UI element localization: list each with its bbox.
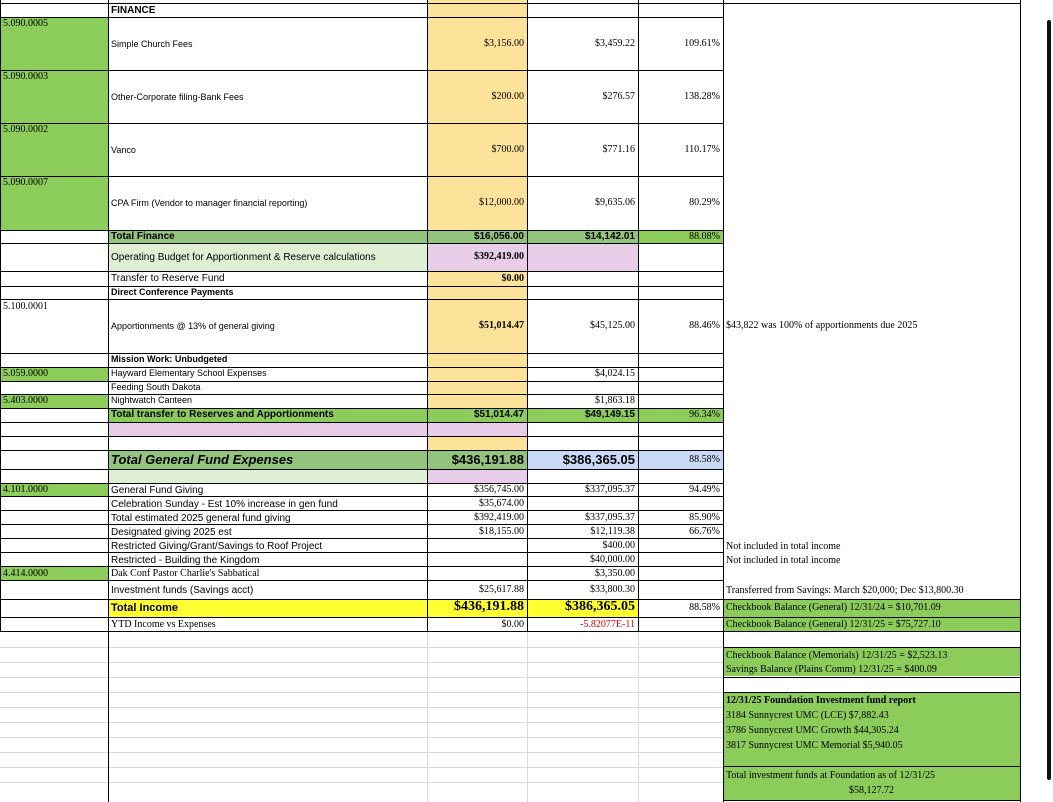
memorials-balance-note[interactable]: Checkbook Balance (Memorials) 12/31/25 = $2,523.13: [726, 650, 948, 661]
budget-cell[interactable]: $18,155.00: [479, 526, 524, 537]
line-item-label[interactable]: Apportionments @ 13% of general giving: [111, 321, 275, 331]
budget-cell[interactable]: $436,191.88: [454, 599, 524, 614]
percent-cell[interactable]: 94.49%: [689, 484, 720, 495]
account-code[interactable]: 5.090.0002: [3, 124, 48, 135]
line-item-label[interactable]: Feeding South Dakota: [111, 382, 201, 392]
percent-cell[interactable]: 88.46%: [689, 320, 720, 331]
percent-cell[interactable]: 88.58%: [689, 602, 720, 613]
note-cell[interactable]: Transferred from Savings: March $20,000; Dec $13,800.30: [726, 585, 964, 596]
actual-cell[interactable]: $337,095.37: [585, 484, 635, 495]
percent-cell[interactable]: 88.08%: [689, 231, 720, 242]
budget-cell[interactable]: $200.00: [491, 91, 524, 102]
savings-balance-note[interactable]: Savings Balance (Plains Comm) 12/31/25 = $400.09: [726, 664, 937, 675]
total-investment-value[interactable]: $58,127.72: [849, 785, 894, 796]
line-item-label[interactable]: Hayward Elementary School Expenses: [111, 368, 267, 378]
account-code[interactable]: 5.090.0007: [3, 177, 48, 188]
section-header-mission: Mission Work: Unbudgeted: [111, 354, 228, 364]
actual-cell[interactable]: $33,800.30: [590, 584, 635, 595]
actual-cell[interactable]: $40,000.00: [590, 554, 635, 565]
account-code[interactable]: 4.414.0000: [3, 568, 48, 579]
total-investment-label[interactable]: Total investment funds at Foundation as of 12/31/25: [726, 770, 935, 781]
foundation-fund-line[interactable]: 3184 Sunnycrest UMC (LCE) $7,882.43: [726, 710, 889, 721]
percent-cell[interactable]: 88.58%: [689, 454, 720, 465]
actual-cell[interactable]: $4,024.15: [595, 368, 635, 379]
line-item-label[interactable]: YTD Income vs Expenses: [111, 619, 216, 630]
section-header-finance: FINANCE: [111, 5, 156, 16]
total-income-label[interactable]: Total Income: [111, 602, 179, 614]
note-cell[interactable]: Not included in total income: [726, 555, 841, 566]
actual-cell[interactable]: $3,350.00: [595, 568, 635, 579]
budget-cell[interactable]: $51,014.47: [479, 320, 524, 331]
percent-cell[interactable]: 85.90%: [689, 512, 720, 523]
account-code[interactable]: 5.090.0005: [3, 18, 48, 29]
line-item-label[interactable]: Nightwatch Canteen: [111, 395, 193, 405]
budget-cell[interactable]: $436,191.88: [451, 452, 524, 467]
total-transfer-label[interactable]: Total transfer to Reserves and Apportionments: [111, 409, 334, 420]
percent-cell[interactable]: 109.61%: [684, 38, 720, 49]
line-item-label[interactable]: Designated giving 2025 est: [111, 527, 232, 538]
budget-cell[interactable]: $25,617.88: [479, 584, 524, 595]
budget-cell[interactable]: $51,014.47: [473, 409, 524, 420]
actual-cell[interactable]: $12,119.38: [590, 526, 635, 537]
line-item-label[interactable]: Dak Conf Pastor Charlie's Sabbatical: [111, 568, 260, 579]
note-cell[interactable]: Checkbook Balance (General) 12/31/25 = $75,727.10: [726, 619, 941, 630]
actual-cell[interactable]: $14,142.01: [584, 231, 635, 242]
account-code[interactable]: 4.101.0000: [3, 484, 48, 495]
budget-cell[interactable]: $0.00: [501, 619, 524, 630]
budget-cell[interactable]: $392,419.00: [474, 251, 524, 262]
actual-cell[interactable]: $276.57: [602, 91, 635, 102]
foundation-report-title[interactable]: 12/31/25 Foundation Investment fund report: [726, 695, 916, 706]
line-item-label[interactable]: Operating Budget for Apportionment & Reserve calculations: [111, 252, 376, 263]
actual-cell[interactable]: $45,125.00: [590, 320, 635, 331]
budget-cell[interactable]: $35,674.00: [479, 498, 524, 509]
account-code[interactable]: 5.403.0000: [3, 395, 48, 406]
line-item-label[interactable]: Restricted - Building the Kingdom: [111, 555, 260, 566]
percent-cell[interactable]: 96.34%: [689, 409, 720, 420]
actual-cell[interactable]: $771.16: [602, 144, 635, 155]
line-item-label[interactable]: General Fund Giving: [111, 485, 204, 496]
line-item-label[interactable]: Restricted Giving/Grant/Savings to Roof Project: [111, 541, 323, 552]
scrollbar-thumb[interactable]: [1047, 20, 1051, 780]
line-item-label[interactable]: Celebration Sunday - Est 10% increase in gen fund: [111, 499, 338, 510]
percent-cell[interactable]: 80.29%: [689, 197, 720, 208]
budget-cell[interactable]: $0.00: [501, 273, 524, 284]
section-header-direct-conference: Direct Conference Payments: [111, 287, 234, 297]
budget-cell[interactable]: $16,056.00: [473, 231, 524, 242]
actual-cell[interactable]: $3,459.22: [595, 38, 635, 49]
foundation-fund-line[interactable]: 3786 Sunnycrest UMC Growth $44,305.24: [726, 725, 899, 736]
line-item-label[interactable]: Vanco: [111, 145, 136, 155]
scrollbar-track[interactable]: [1045, 0, 1053, 802]
actual-cell[interactable]: $49,149.15: [584, 409, 635, 420]
percent-cell[interactable]: 110.17%: [684, 144, 720, 155]
actual-cell[interactable]: -5.82077E-11: [580, 619, 635, 630]
account-code[interactable]: 5.090.0003: [3, 71, 48, 82]
actual-cell[interactable]: $400.00: [602, 540, 635, 551]
note-cell[interactable]: Not included in total income: [726, 541, 841, 552]
actual-cell[interactable]: $9,635.06: [595, 197, 635, 208]
account-code[interactable]: 5.100.0001: [3, 301, 48, 312]
budget-cell[interactable]: $356,745.00: [474, 484, 524, 495]
line-item-label[interactable]: Investment funds (Savings acct): [111, 585, 254, 596]
total-finance-label[interactable]: Total Finance: [111, 231, 175, 242]
line-item-label[interactable]: Simple Church Fees: [111, 39, 193, 49]
actual-cell[interactable]: $1,863.18: [595, 395, 635, 406]
note-cell[interactable]: Checkbook Balance (General) 12/31/24 = $10,701.09: [726, 602, 941, 613]
budget-cell[interactable]: $700.00: [491, 144, 524, 155]
budget-cell[interactable]: $12,000.00: [479, 197, 524, 208]
budget-cell[interactable]: $3,156.00: [484, 38, 524, 49]
line-item-label[interactable]: Transfer to Reserve Fund: [111, 273, 225, 284]
line-item-label[interactable]: Other-Corporate filing-Bank Fees: [111, 92, 244, 102]
account-code[interactable]: 5.059.0000: [3, 368, 48, 379]
line-item-label[interactable]: Total estimated 2025 general fund giving: [111, 513, 291, 524]
actual-cell[interactable]: $386,365.05: [565, 599, 635, 614]
percent-cell[interactable]: 138.28%: [684, 91, 720, 102]
foundation-fund-line[interactable]: 3817 Sunnycrest UMC Memorial $5,940.05: [726, 740, 903, 751]
actual-cell[interactable]: $386,365.05: [562, 452, 635, 467]
line-item-label[interactable]: CPA Firm (Vendor to manager financial reporting): [111, 198, 308, 208]
percent-cell[interactable]: 66.76%: [689, 526, 720, 537]
note-cell[interactable]: $43,822 was 100% of apportionments due 2025: [726, 320, 918, 331]
total-general-fund-label[interactable]: Total General Fund Expenses: [111, 452, 294, 467]
budget-cell[interactable]: $392,419.00: [474, 512, 524, 523]
actual-cell[interactable]: $337,095.37: [585, 512, 635, 523]
